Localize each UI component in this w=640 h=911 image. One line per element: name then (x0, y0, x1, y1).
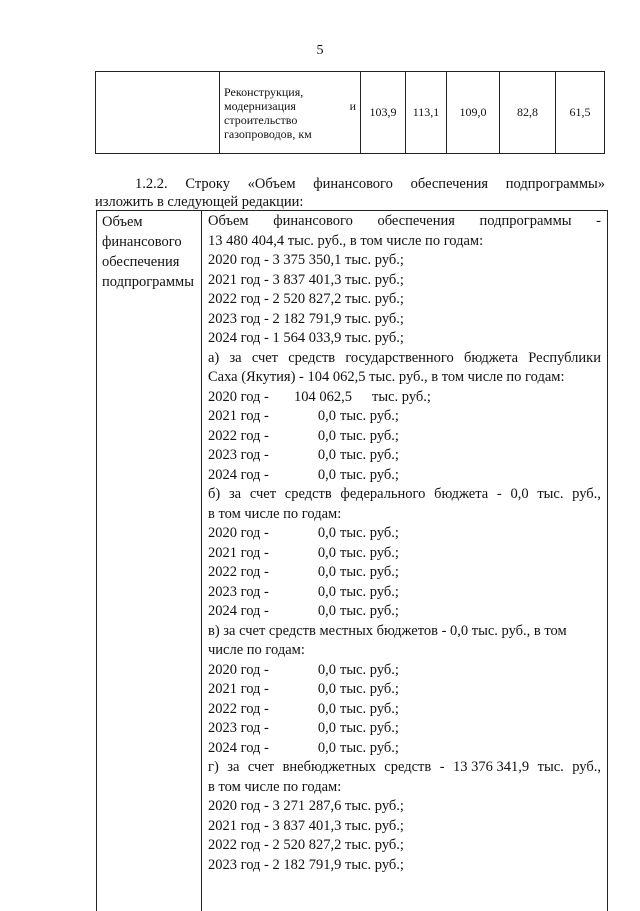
row-label-line: Объем (102, 214, 143, 230)
amount-value: 0,0 (317, 408, 336, 424)
word: - (496, 486, 502, 502)
word: счет (247, 759, 275, 775)
indicator-name-line: строительство (224, 112, 298, 127)
source-d-heading (208, 758, 601, 778)
row-label-line: подпрограммы (102, 274, 194, 290)
amount-value: 0,0 (317, 564, 336, 580)
word: обеспечения (377, 213, 455, 229)
year-label: 2023 год - (208, 447, 269, 463)
source-a-year-line (208, 388, 601, 408)
unit-label: тыс. руб.; (340, 544, 399, 561)
unit-label: тыс. руб.; (340, 603, 399, 619)
total-year-line: 2024 год - 1 564 033,9 тыс. руб.; (208, 330, 404, 346)
source-b-heading: в том числе по годам: (208, 505, 342, 522)
source-d-year-line: 2022 год - 2 520 827,2 тыс. руб.; (208, 837, 404, 853)
amount-value: 104 062,5 (294, 388, 352, 405)
year-label: 2024 год - (208, 466, 269, 483)
unit-label: тыс. руб.; (340, 700, 399, 717)
source-d-year-line: 2021 год - 3 837 401,3 тыс. руб.; (208, 817, 404, 834)
continuation-table (95, 71, 605, 154)
word: федерального (340, 486, 426, 502)
year-label: 2022 год - (208, 427, 269, 444)
source-c-heading: в) за счет средств местных бюджетов - 0,0 тыс. руб., в том (208, 622, 567, 639)
word: - (596, 213, 601, 229)
unit-label: тыс. руб.; (340, 466, 399, 483)
funding-details-cell (208, 212, 601, 875)
source-c-year-line (208, 680, 601, 700)
source-b-year-line (208, 544, 601, 564)
year-label: 2021 год - (208, 544, 269, 561)
unit-label: тыс. руб.; (340, 661, 399, 678)
row-label-cell (102, 212, 200, 292)
year-label: 2021 год - (208, 408, 269, 424)
unit-label: тыс. руб.; (340, 408, 399, 424)
amount-value: 0,0 (317, 466, 336, 483)
word: бюджета (434, 486, 489, 502)
word: внебюджетных (282, 759, 376, 775)
word: за (227, 759, 240, 775)
source-c-heading: числе по годам: (208, 642, 305, 658)
source-b-year-line (208, 563, 601, 583)
word: счет (251, 349, 279, 366)
word: Объем (208, 213, 249, 229)
source-d-year-line: 2023 год - 2 182 791,9 тыс. руб.; (208, 856, 404, 873)
year-label: 2020 год - (208, 525, 269, 541)
indicator-name-cell (220, 72, 361, 154)
source-c-year-line (208, 661, 601, 681)
source-a-year-line (208, 407, 601, 427)
year-label: 2022 год - (208, 700, 269, 717)
value-cell: 113,1 (406, 72, 447, 154)
table-row (96, 72, 605, 154)
source-d-year-line: 2020 год - 3 271 287,6 тыс. руб.; (208, 798, 404, 814)
value-cell: 103,9 (361, 72, 406, 154)
amount-value: 0,0 (317, 700, 336, 717)
clause-line: изложить в следующей редакции: (95, 194, 304, 210)
unit-label: тыс. руб.; (340, 525, 399, 541)
amount-value: 0,0 (317, 739, 336, 756)
word: за (229, 349, 242, 366)
amount-value: 0,0 (317, 681, 336, 697)
word: государственного (345, 349, 454, 366)
year-label: 2022 год - (208, 564, 269, 580)
year-label: 2020 год - (208, 661, 269, 678)
year-label: 2020 год - (208, 388, 269, 405)
source-b-heading (208, 485, 601, 505)
source-a-year-line (208, 446, 601, 466)
word: руб., (572, 486, 601, 502)
clause-line: 1.2.2. Строку «Объем финансового обеспечения подпрограммы» (135, 176, 605, 192)
row-label-line: обеспечения (102, 254, 180, 270)
intro-line (208, 212, 601, 232)
word: тыс. (537, 759, 564, 775)
unit-label: тыс. руб.; (340, 447, 399, 463)
word: руб., (572, 759, 601, 775)
word: а) (208, 349, 220, 366)
unit-label: тыс. руб.; (340, 681, 399, 697)
amount-value: 0,0 (317, 525, 336, 541)
unit-label: тыс. руб.; (340, 720, 399, 736)
source-a-heading: Саха (Якутия) - 104 062,5 тыс. руб., в том числе по годам: (208, 369, 565, 385)
source-b-year-line (208, 524, 601, 544)
value-cell: 82,8 (500, 72, 556, 154)
total-year-line: 2022 год - 2 520 827,2 тыс. руб.; (208, 291, 404, 307)
word: б) (208, 486, 221, 502)
word: г) (208, 759, 219, 775)
amount-value: 0,0 (317, 661, 336, 678)
year-label: 2021 год - (208, 681, 269, 697)
year-label: 2024 год - (208, 603, 269, 619)
source-b-year-line (208, 602, 601, 622)
source-a-heading (208, 349, 601, 369)
source-b-year-line (208, 583, 601, 603)
total-year-line: 2020 год - 3 375 350,1 тыс. руб.; (208, 252, 404, 268)
indicator-name-word: и (349, 98, 356, 113)
word: средств (288, 349, 336, 366)
unit-label: тыс. руб.; (340, 739, 399, 756)
indicator-name-line: Реконструкция, (224, 84, 304, 99)
amount-value: 0,0 (317, 583, 336, 600)
total-year-line: 2023 год - 2 182 791,9 тыс. руб.; (208, 310, 404, 327)
year-label: 2023 год - (208, 583, 269, 600)
source-c-year-line (208, 700, 601, 720)
source-a-year-line (208, 466, 601, 486)
unit-label: тыс. руб.; (340, 564, 399, 580)
unit-label: тыс. руб.; (340, 427, 399, 444)
word: финансового (273, 213, 353, 229)
row-label-line: финансового (102, 234, 182, 250)
page-number: 5 (316, 43, 324, 58)
indicator-name-word: модернизация (224, 98, 296, 113)
amount-value: 0,0 (317, 447, 336, 463)
value-cell: 61,5 (556, 72, 605, 154)
word: подпрограммы (479, 213, 572, 229)
source-c-year-line (208, 719, 601, 739)
word: бюджета (463, 349, 519, 366)
word: 13 376 341,9 (453, 759, 530, 775)
source-c-year-line (208, 739, 601, 759)
intro-line: 13 480 404,4 тыс. руб., в том числе по годам: (208, 232, 484, 249)
word: за (228, 486, 242, 502)
year-label: 2024 год - (208, 739, 269, 756)
funding-table (96, 210, 608, 911)
total-year-line: 2021 год - 3 837 401,3 тыс. руб.; (208, 271, 404, 288)
column-divider (201, 211, 202, 911)
amount-value: 0,0 (317, 603, 336, 619)
source-d-heading: в том числе по годам: (208, 778, 342, 795)
amount-value: 0,0 (317, 544, 336, 561)
unit-label: тыс. руб.; (340, 583, 399, 600)
year-label: 2023 год - (208, 720, 269, 736)
unit-label: тыс. руб.; (372, 388, 431, 405)
empty-cell (96, 72, 220, 154)
word: средств (384, 759, 432, 775)
source-a-year-line (208, 427, 601, 447)
word: Республики (528, 349, 601, 366)
word: средств (284, 486, 332, 502)
word: счет (249, 486, 277, 502)
word: тыс. (537, 486, 564, 502)
value-cell: 109,0 (447, 72, 500, 154)
indicator-name-line (224, 99, 356, 113)
word: 0,0 (510, 486, 529, 502)
amount-value: 0,0 (317, 720, 336, 736)
word: - (439, 759, 445, 775)
indicator-name-line: газопроводов, км (224, 126, 312, 141)
amount-value: 0,0 (317, 427, 336, 444)
